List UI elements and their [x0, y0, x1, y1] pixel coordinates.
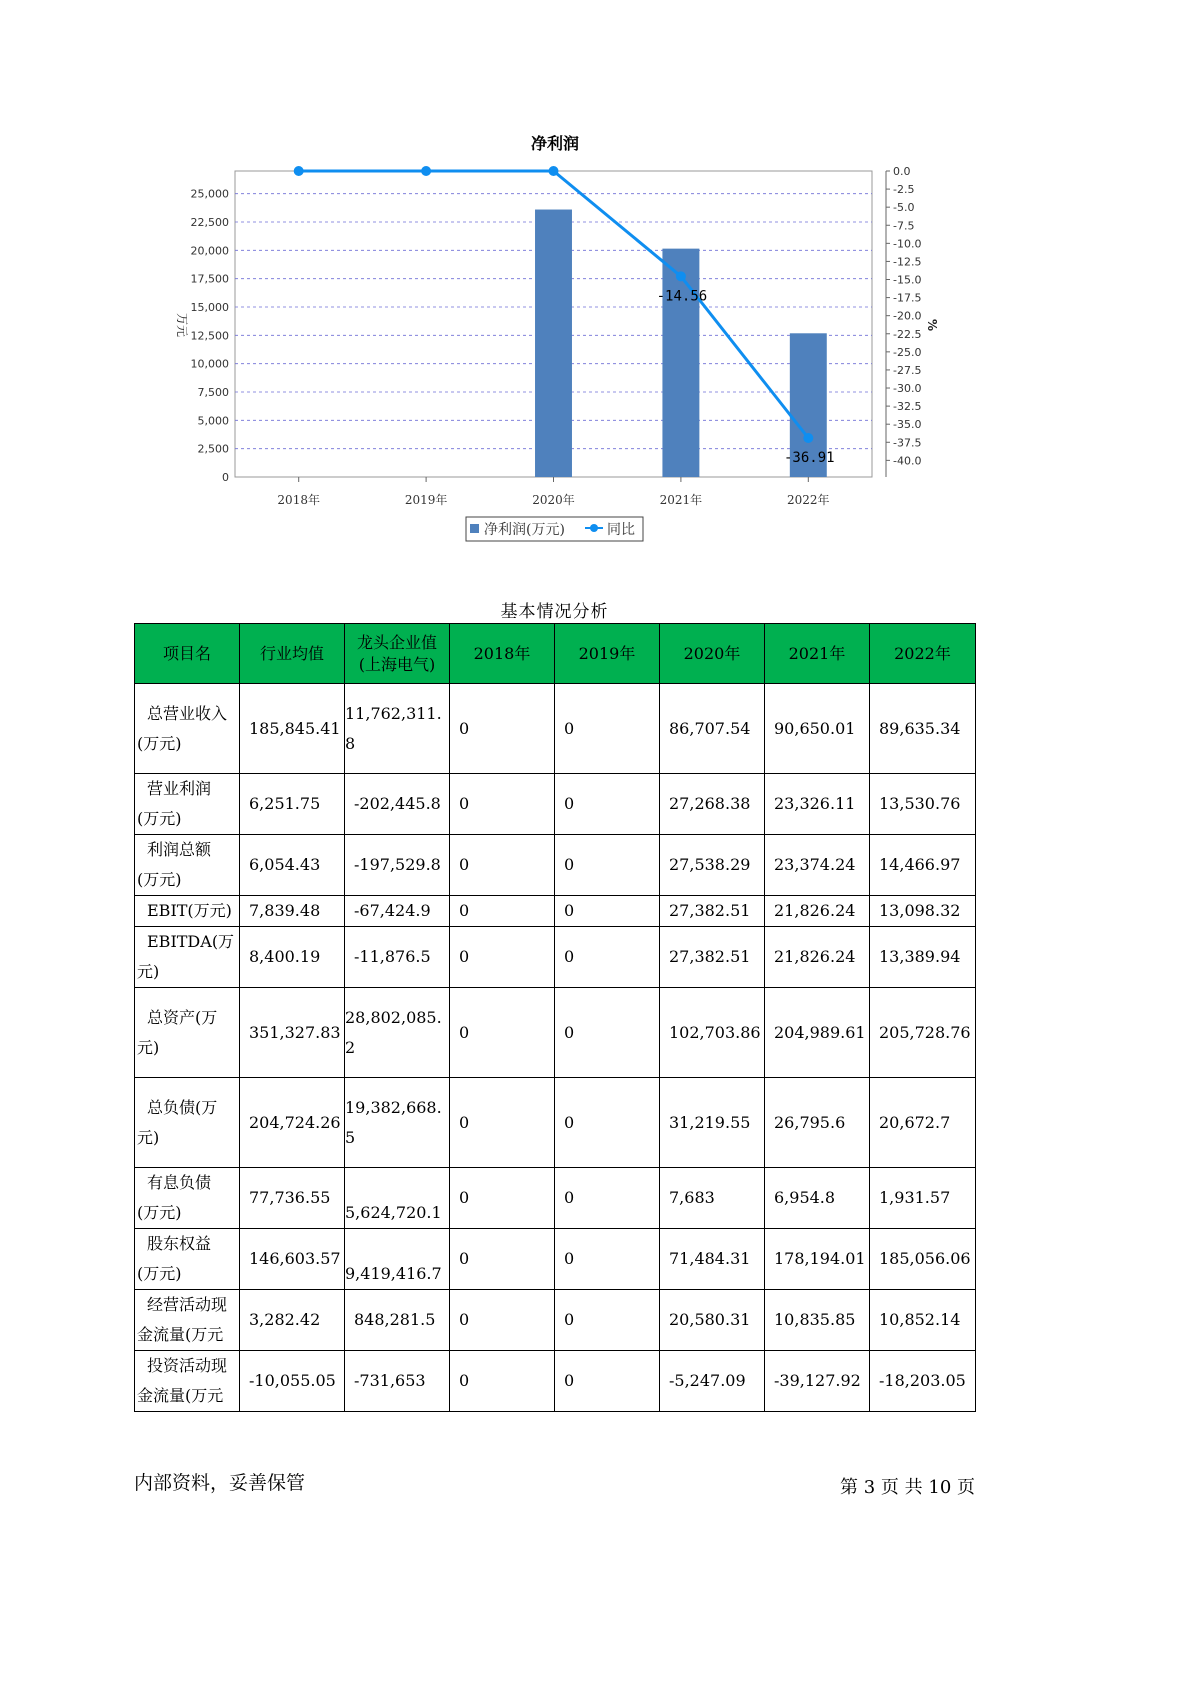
point-yoy	[421, 166, 431, 176]
bar-net-profit	[662, 249, 699, 477]
net-profit-chart	[150, 120, 950, 560]
table-cell: 90,650.01	[765, 684, 870, 774]
y2-tick-label: -2.5	[893, 183, 915, 197]
y2-tick-label: -15.0	[893, 273, 922, 287]
y2-tick-label: -5.0	[893, 201, 915, 215]
legend-swatch-dot	[590, 524, 598, 532]
table-cell: 0	[450, 1290, 555, 1351]
row-name-cell: 总负债(万 元)	[135, 1078, 240, 1168]
table-cell: 102,703.86	[660, 988, 765, 1078]
data-label-yoy: -36.91	[784, 450, 835, 467]
table-row	[135, 1351, 976, 1412]
table-cell: 5,624,720.1	[345, 1168, 450, 1229]
row-name-cell: 营业利润 (万元)	[135, 774, 240, 835]
basic-analysis-table	[134, 623, 976, 1412]
table-cell: 26,795.6	[765, 1078, 870, 1168]
table-cell: 13,530.76	[870, 774, 976, 835]
table-cell: 0	[450, 927, 555, 988]
table-cell: 28,802,085. 2	[345, 988, 450, 1078]
y-tick-label: 12,500	[190, 329, 229, 343]
table-cell: -5,247.09	[660, 1351, 765, 1412]
column-header: 2018年	[450, 624, 555, 684]
y-tick-label: 10,000	[190, 357, 229, 371]
y-axis-label: 万元	[175, 312, 189, 338]
table-row	[135, 774, 976, 835]
y-tick-label: 2,500	[197, 442, 229, 456]
y2-tick-label: -40.0	[893, 454, 922, 468]
table-cell: 205,728.76	[870, 988, 976, 1078]
y2-tick-label: -10.0	[893, 237, 922, 251]
point-yoy	[803, 433, 813, 443]
y-tick-label: 17,500	[190, 272, 229, 286]
table-cell: 0	[555, 835, 660, 896]
legend-swatch-bar	[470, 524, 479, 533]
table-row	[135, 927, 976, 988]
y-tick-label: 25,000	[190, 187, 229, 201]
point-yoy	[549, 166, 559, 176]
table-cell: 13,098.32	[870, 896, 976, 927]
table-row	[135, 1229, 976, 1290]
table-cell: 0	[450, 1229, 555, 1290]
table-cell: 6,954.8	[765, 1168, 870, 1229]
table-cell: 27,538.29	[660, 835, 765, 896]
x-tick-label: 2019年	[404, 493, 448, 507]
y2-tick-label: -37.5	[893, 436, 922, 450]
legend-item-yoy: 同比	[607, 522, 635, 538]
y2-tick-label: -17.5	[893, 291, 922, 305]
row-name-cell: 有息负债 (万元)	[135, 1168, 240, 1229]
table-cell: 9,419,416.7	[345, 1229, 450, 1290]
row-name-cell: EBIT(万元)	[135, 896, 240, 927]
table-cell: 13,389.94	[870, 927, 976, 988]
y2-tick-label: -20.0	[893, 309, 922, 323]
table-cell: 89,635.34	[870, 684, 976, 774]
table-cell: 6,251.75	[240, 774, 345, 835]
y2-axis-label: %	[925, 318, 939, 332]
row-name-cell: EBITDA(万 元)	[135, 927, 240, 988]
footer-confidential-note: 内部资料，妥善保管	[134, 1472, 306, 1494]
data-label-yoy: -14.56	[656, 288, 708, 305]
y-tick-label: 15,000	[190, 301, 229, 314]
point-yoy	[294, 166, 304, 176]
table-cell: 10,835.85	[765, 1290, 870, 1351]
table-cell: 10,852.14	[870, 1290, 976, 1351]
column-header: 龙头企业值 (上海电气)	[345, 624, 450, 684]
table-cell: 1,931.57	[870, 1168, 976, 1229]
table-cell: 0	[450, 988, 555, 1078]
y2-tick-label: -25.0	[893, 345, 922, 359]
table-cell: 7,839.48	[240, 896, 345, 927]
chart-legend	[466, 517, 643, 541]
table-cell: 0	[450, 835, 555, 896]
table-row	[135, 896, 976, 927]
table-cell: 0	[555, 1290, 660, 1351]
table-cell: 20,672.7	[870, 1078, 976, 1168]
table-row	[135, 988, 976, 1078]
table-row	[135, 1168, 976, 1229]
table-cell: 27,268.38	[660, 774, 765, 835]
table-cell: 23,374.24	[765, 835, 870, 896]
table-cell: 6,054.43	[240, 835, 345, 896]
y-tick-label: 5,000	[197, 414, 229, 428]
table-cell: 21,826.24	[765, 927, 870, 988]
y-tick-label: 22,500	[190, 216, 229, 229]
table-cell: 351,327.83	[240, 988, 345, 1078]
column-header: 行业均值	[240, 624, 345, 684]
table-cell: 0	[555, 1351, 660, 1412]
row-name-cell: 总营业收入 (万元)	[135, 684, 240, 774]
column-header: 2020年	[660, 624, 765, 684]
x-tick-label: 2022年	[787, 493, 830, 507]
table-cell: 0	[555, 1078, 660, 1168]
chart-title: 净利润	[530, 134, 580, 153]
table-cell: -67,424.9	[345, 896, 450, 927]
table-cell: -10,055.05	[240, 1351, 345, 1412]
table-row	[135, 835, 976, 896]
table-cell: 0	[555, 988, 660, 1078]
table-cell: 0	[555, 896, 660, 927]
column-header: 2022年	[870, 624, 976, 684]
table-cell: 77,736.55	[240, 1168, 345, 1229]
y2-tick-label: -32.5	[893, 400, 922, 414]
table-cell: 848,281.5	[345, 1290, 450, 1351]
table-cell: 0	[450, 1351, 555, 1412]
table-cell: 7,683	[660, 1168, 765, 1229]
table-cell: 0	[555, 927, 660, 988]
table-cell: -202,445.8	[345, 774, 450, 835]
y2-tick-label: -7.5	[893, 219, 915, 233]
table-cell: 31,219.55	[660, 1078, 765, 1168]
y2-tick-label: -30.0	[893, 382, 922, 396]
table-cell: 86,707.54	[660, 684, 765, 774]
table-cell: 0	[450, 774, 555, 835]
table-cell: -11,876.5	[345, 927, 450, 988]
column-header: 2019年	[555, 624, 660, 684]
table-cell: 21,826.24	[765, 896, 870, 927]
table-cell: 185,845.41	[240, 684, 345, 774]
y2-tick-label: 0.0	[893, 165, 911, 178]
legend-item-net-profit: 净利润(万元)	[484, 522, 565, 538]
table-cell: -731,653	[345, 1351, 450, 1412]
y2-tick-label: -35.0	[893, 418, 922, 432]
table-cell: 23,326.11	[765, 774, 870, 835]
table-cell: 11,762,311. 8	[345, 684, 450, 774]
table-cell: 20,580.31	[660, 1290, 765, 1351]
row-name-cell: 利润总额 (万元)	[135, 835, 240, 896]
table-row	[135, 1078, 976, 1168]
column-header: 项目名	[135, 624, 240, 684]
y2-tick-label: -22.5	[893, 327, 922, 341]
row-name-cell: 投资活动现 金流量(万元	[135, 1351, 240, 1412]
table-cell: 19,382,668. 5	[345, 1078, 450, 1168]
table-row	[135, 1290, 976, 1351]
table-cell: 204,724.26	[240, 1078, 345, 1168]
footer-page-number: 第 3 页 共 10 页	[840, 1477, 975, 1498]
table-header-row	[135, 624, 976, 684]
table-cell: 0	[555, 1229, 660, 1290]
table-cell: 146,603.57	[240, 1229, 345, 1290]
table-cell: 204,989.61	[765, 988, 870, 1078]
table-cell: -39,127.92	[765, 1351, 870, 1412]
table-cell: 27,382.51	[660, 896, 765, 927]
table-title: 基本情况分析	[500, 602, 609, 622]
y-tick-label: 0	[222, 471, 229, 484]
table-cell: 14,466.97	[870, 835, 976, 896]
row-name-cell: 总资产(万 元)	[135, 988, 240, 1078]
table-cell: 3,282.42	[240, 1290, 345, 1351]
x-tick-label: 2018年	[277, 493, 320, 507]
table-cell: 0	[555, 1168, 660, 1229]
table-cell: 71,484.31	[660, 1229, 765, 1290]
table-cell: 0	[450, 1168, 555, 1229]
table-cell: -18,203.05	[870, 1351, 976, 1412]
table-cell: 0	[450, 896, 555, 927]
y-tick-label: 20,000	[190, 244, 229, 258]
table-cell: 0	[450, 684, 555, 774]
plot-area	[191, 165, 922, 507]
y2-tick-label: -27.5	[893, 363, 922, 377]
row-name-cell: 股东权益 (万元)	[135, 1229, 240, 1290]
table-row	[135, 684, 976, 774]
table-cell: -197,529.8	[345, 835, 450, 896]
x-tick-label: 2021年	[659, 493, 703, 507]
table-cell: 185,056.06	[870, 1229, 976, 1290]
table-cell: 0	[555, 774, 660, 835]
table-cell: 8,400.19	[240, 927, 345, 988]
x-tick-label: 2020年	[532, 493, 575, 507]
bar-net-profit	[535, 210, 572, 477]
table-cell: 0	[555, 684, 660, 774]
row-name-cell: 经营活动现 金流量(万元	[135, 1290, 240, 1351]
y-tick-label: 7,500	[197, 386, 229, 399]
table-cell: 27,382.51	[660, 927, 765, 988]
table-cell: 0	[450, 1078, 555, 1168]
point-yoy	[676, 271, 686, 281]
table-cell: 178,194.01	[765, 1229, 870, 1290]
column-header: 2021年	[765, 624, 870, 684]
y2-tick-label: -12.5	[893, 255, 922, 269]
